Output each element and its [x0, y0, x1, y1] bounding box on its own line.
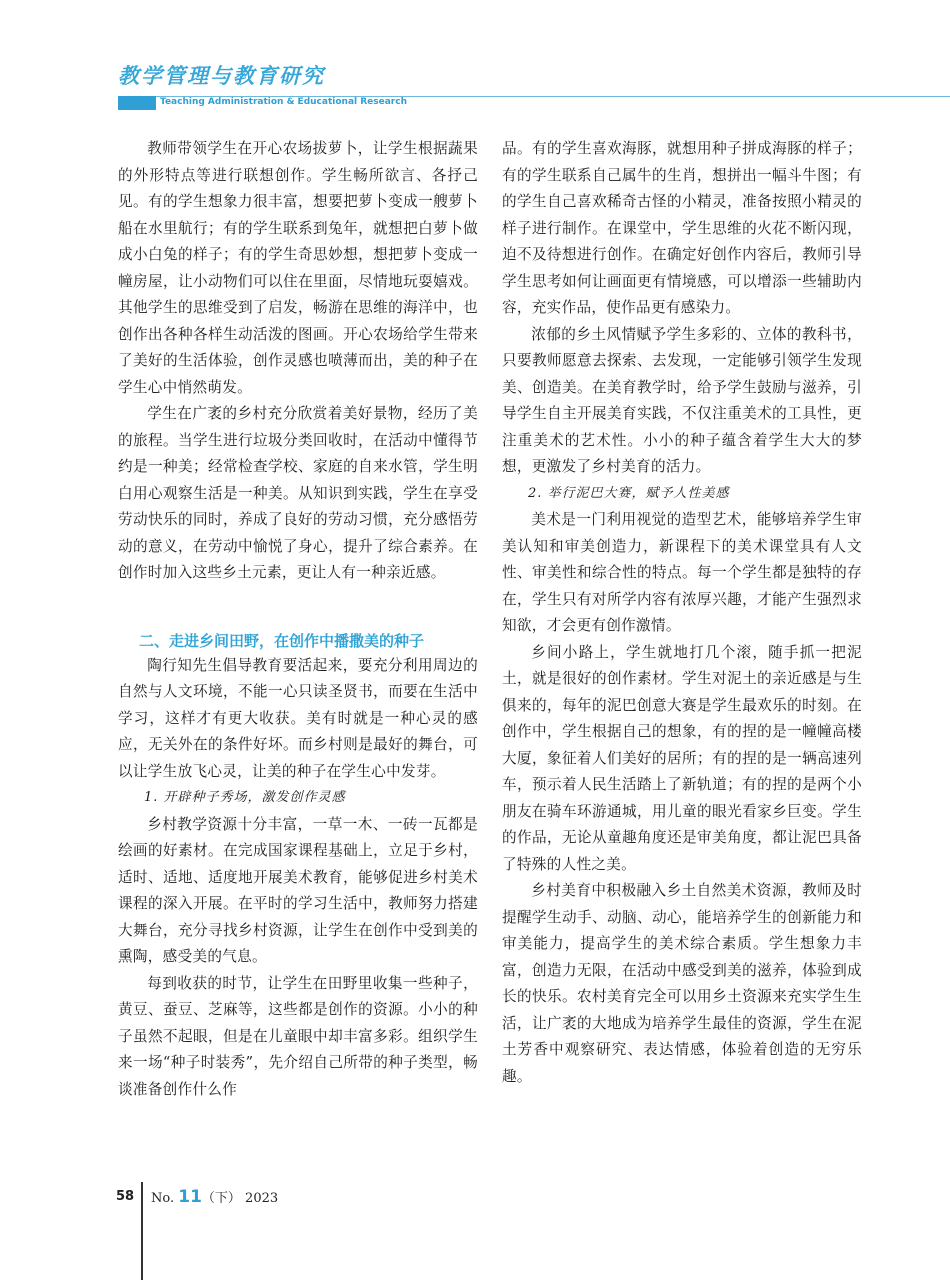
paragraph: 学生在广袤的乡村充分欣赏着美好景物，经历了美的旅程。当学生进行垃圾分类回收时，在活动中懂得节约是一种美；经常检查学校、家庭的自来水管，学生明白用心观察生活是一种美。从知识到实践，学生在享受劳动快乐的同时，养成了良好的劳动习惯，充分感悟劳动的意义，在劳动中愉悦了身心，提升了综合素养。在创作时加入这些乡土元素，更让人有一种亲近感。 [118, 405, 478, 581]
footer-divider [141, 1182, 143, 1280]
paragraph: 每到收获的时节，让学生在田野里收集一些种子，黄豆、蚕豆、芝麻等，这些都是创作的资源。小小的种子虽然不起眼，但是在儿童眼中却丰富多彩。组织学生来一场“种子时装秀”，先介绍自己所带的种子类型，畅谈准备创作什么作 [118, 974, 478, 1098]
issue-number: 11 [178, 1187, 202, 1207]
paragraph: 浓郁的乡土风情赋予学生多彩的、立体的教科书，只要教师愿意去探索、去发现，一定能够引领学生发现美、创造美。在美育教学时，给予学生鼓励与滋养，引导学生自主开展美育实践，不仅注重美术的工具性，更注重美术的艺术性。小小的种子蕴含着学生大大的梦想，更激发了乡村美育的活力。 [502, 325, 862, 475]
section-spacer [118, 587, 478, 609]
issue-label [151, 1187, 278, 1207]
paragraph-continued: 品。有的学生喜欢海豚，就想用种子拼成海豚的样子；有的学生联系自己属牛的生肖，想拼出一幅斗牛图；有的学生自己喜欢稀奇古怪的小精灵，准备按照小精灵的样子进行制作。在课堂中，学生思维的火花不断闪现，迫不及待想进行创作。在确定好创作内容后，教师引导学生思考如何让画面更有情境感，可以增添一些辅助内容，充实作品，使作品更有感染力。 [502, 140, 862, 316]
journal-subtitle: Teaching Administration & Educational Research [160, 97, 407, 107]
paragraph: 乡间小路上，学生就地打几个滚，随手抓一把泥土，就是很好的创作素材。学生对泥土的亲近感是与生俱来的，每年的泥巴创意大赛是学生最欢乐的时刻。在创作中，学生根据自己的想象，有的捏的是一幢幢高楼大厦，象征着人们美好的居所；有的捏的是一辆高速列车，预示着人民生活踏上了新轨道；有的捏的是两个小朋友在骑车环游通城，用儿童的眼光看家乡巨变。学生的作品，无论从童趣角度还是审美角度，都让泥巴具备了特殊的人性之美。 [502, 643, 862, 873]
paragraph: 教师带领学生在开心农场拔萝卜，让学生根据蔬果的外形特点等进行联想创作。学生畅所欲言、各抒己见。有的学生想象力很丰富，想要把萝卜变成一艘萝卜船在水里航行；有的学生联系到兔年，就想把白萝卜做成小白兔的样子；有的学生奇思妙想，想把萝卜变成一幢房屋，让小动物们可以住在里面，尽情地玩耍嬉戏。其他学生的思维受到了启发，畅游在思维的海洋中，也创作出各种各样生动活泼的图画。开心农场给学生带来了美好的生活体验，创作灵感也喷薄而出，美的种子在学生心中悄然萌发。 [118, 140, 478, 396]
subsection-heading: 2. 举行泥巴大赛，赋予人性美感 [528, 485, 730, 501]
paragraph: 美术是一门利用视觉的造型艺术，能够培养学生审美认知和审美创造力，新课程下的美术课堂具有人文性、审美性和综合性的特点。每一个学生都是独特的存在，学生只有对所学内容有浓厚兴趣，才能产生强烈求知欲，才会更有创作激情。 [502, 511, 862, 634]
paragraph: 乡村美育中积极融入乡土自然美术资源，教师及时提醒学生动手、动脑、动心，能培养学生的创新能力和审美能力，提高学生的美术综合素质。学生想象力丰富，创造力无限，在活动中感受到美的滋养，体验到成长的快乐。农村美育完全可以用乡土资源来充实学生生活，让广袤的大地成为培养学生最佳的资源，学生在泥土芳香中观察研究、表达情感，体验着创造的无穷乐趣。 [502, 882, 862, 1085]
section-heading: 二、走进乡间田野，在创作中播撒美的种子 [139, 631, 425, 650]
page-number: 58 [116, 1189, 135, 1204]
paragraph: 乡村教学资源十分丰富，一草一木、一砖一瓦都是绘画的好素材。在完成国家课程基础上，立足于乡村，适时、适地、适度地开展美术教育，能够促进乡村美术课程的深入开展。在平时的学习生活中，教师努力搭建大舞台，充分寻找乡村资源，让学生在创作中受到美的熏陶，感受美的气息。 [118, 815, 478, 965]
left-column [118, 136, 478, 1103]
right-column [502, 136, 862, 1090]
paragraph: 陶行知先生倡导教育要活起来，要充分利用周边的自然与人文环境，不能一心只读圣贤书，而要在生活中学习，这样才有更大收获。美有时就是一种心灵的感应，无关外在的条件好坏。而乡村则是最好的舞台，可以让学生放飞心灵，让美的种子在学生心中发芽。 [118, 656, 478, 780]
subsection-heading: 1. 开辟种子秀场，激发创作灵感 [144, 790, 346, 805]
issue-suffix: （下） 2023 [201, 1191, 279, 1206]
journal-title: 教学管理与教育研究 [118, 64, 325, 88]
issue-prefix: No. [151, 1191, 175, 1206]
header-accent-band [118, 96, 156, 110]
